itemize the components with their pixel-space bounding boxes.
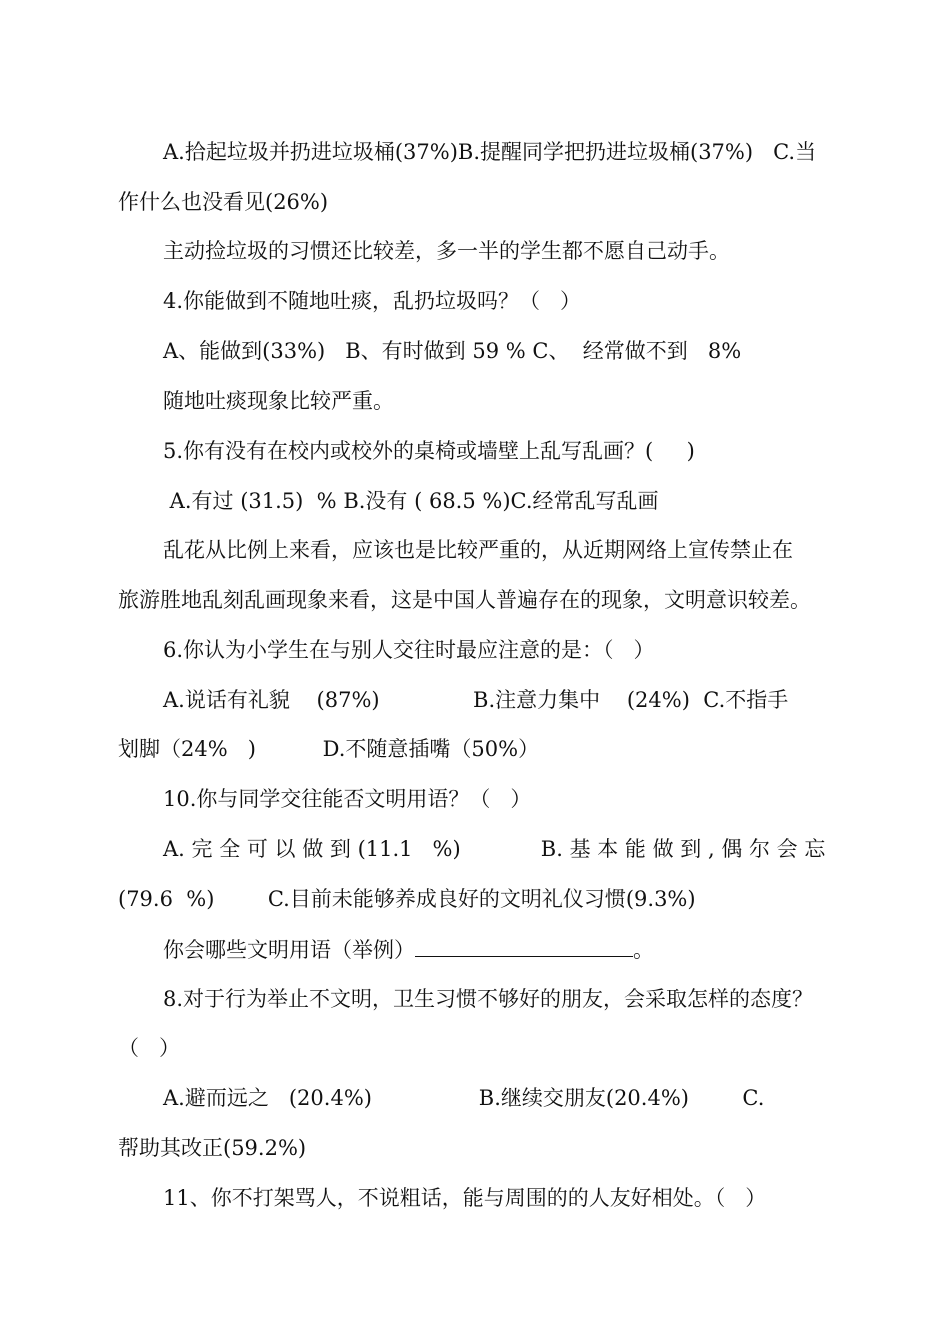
question-6-options: A.说话有礼貌 (87%) B.注意力集中 (24%) C.不指手: [163, 688, 789, 712]
question-8-bracket: （ ）: [118, 1036, 181, 1060]
fill-in-prompt: 你会哪些文明用语（举例）: [163, 938, 415, 962]
question-6: 6.你认为小学生在与别人交往时最应注意的是：（ ）: [163, 638, 655, 662]
question-4: 4.你能做到不随地吐痰，乱扔垃圾吗？（ ）: [163, 289, 582, 313]
analysis-text: 随地吐痰现象比较严重。: [163, 389, 394, 413]
analysis-text: 旅游胜地乱刻乱画现象来看，这是中国人普遍存在的现象，文明意识较差。: [118, 588, 811, 612]
question-5: 5.你有没有在校内或校外的桌椅或墙壁上乱写乱画？( ): [163, 439, 695, 463]
question-8-options: A.避而远之 (20.4%) B.继续交朋友(20.4%) C.: [163, 1086, 765, 1110]
analysis-text: 主动捡垃圾的习惯还比较差，多一半的学生都不愿自己动手。: [163, 239, 730, 263]
question-10: 10.你与同学交往能否文明用语？（ ）: [163, 787, 532, 811]
question-10-options: A. 完 全 可 以 做 到 (11.1 %) B. 基 本 能 做 到 , 偶 尔 会 忘: [163, 837, 826, 861]
question-10-options: (79.6 %) C.目前未能够养成良好的文明礼仪习惯(9.3%): [118, 887, 696, 911]
survey-option-line: A.拾起垃圾并扔进垃圾桶(37%)B.提醒同学把扔进垃圾桶(37%) C.当: [163, 140, 817, 164]
answer-blank: [415, 934, 633, 957]
fill-in-end: 。: [633, 938, 654, 962]
question-8-options: 帮助其改正(59.2%): [118, 1136, 307, 1160]
question-4-options: A、能做到(33%) B、有时做到 59 % C、 经常做不到 8%: [163, 339, 742, 363]
question-11: 11、你不打架骂人，不说粗话，能与周围的的人友好相处。（ ）: [163, 1186, 767, 1210]
fill-in-line: [163, 934, 654, 965]
question-8: 8.对于行为举止不文明，卫生习惯不够好的朋友，会采取怎样的态度？: [163, 987, 814, 1011]
question-5-options: A.有过 (31.5) % B.没有 ( 68.5 %)C.经常乱写乱画: [163, 489, 659, 513]
question-6-options: 划脚（24% ) D.不随意插嘴（50%）: [118, 737, 540, 761]
analysis-text: 乱花从比例上来看，应该也是比较严重的，从近期网络上宣传禁止在: [163, 538, 793, 562]
survey-option-line: 作什么也没看见(26%): [118, 190, 329, 214]
